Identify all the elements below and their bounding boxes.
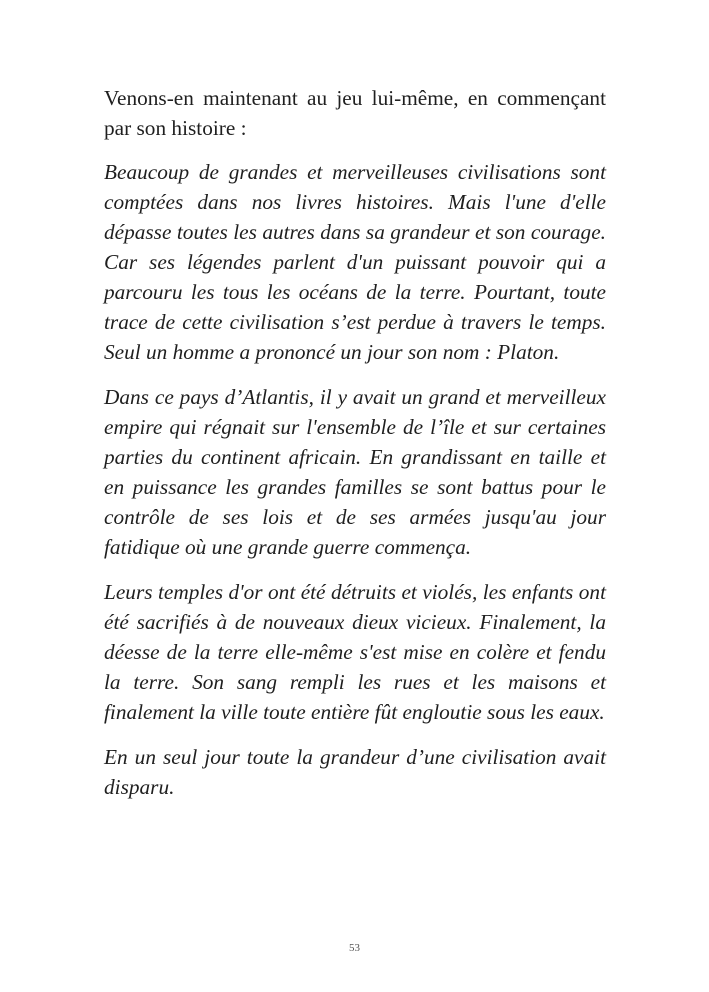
intro-paragraph: Venons-en maintenant au jeu lui-même, en commençant par son histoire : xyxy=(104,86,606,140)
story-paragraph-1: Beaucoup de grandes et merveilleuses civilisations sont comptées dans nos livres histoires. Mais l'une d'elle dépasse toutes les autres dans sa grandeur et son courage. Car ses légendes parlent d'un puissant pouvoir qui a parcouru les tous les océans de la terre. Pourtant, toute trace de cette civilisation s’est perdue à travers le temps. Seul un homme a prononcé un jour son nom : Platon. xyxy=(104,160,606,364)
story-paragraph-3: Leurs temples d'or ont été détruits et violés, les enfants ont été sacrifiés à de nouveaux dieux vicieux. Finalement, la déesse de la terre elle-même s'est mise en colère et fendu la terre. Son sang rempli les rues et les maisons et finalement la ville toute entière fût engloutie sous les eaux. xyxy=(104,580,606,724)
story-paragraph-2: Dans ce pays d’Atlantis, il y avait un grand et merveilleux empire qui régnait sur l'ensemble de l’île et sur certaines parties du continent africain. En grandissant en taille et en puissance les grandes familles se sont battus pour le contrôle de ses lois et de ses armées jusqu'au jour fatidique où une grande guerre commença. xyxy=(104,385,606,559)
page-number: 53 xyxy=(349,942,360,954)
intro-block xyxy=(104,83,606,143)
story-block xyxy=(104,157,606,802)
story-paragraph-4: En un seul jour toute la grandeur d’une civilisation avait disparu. xyxy=(104,745,606,799)
